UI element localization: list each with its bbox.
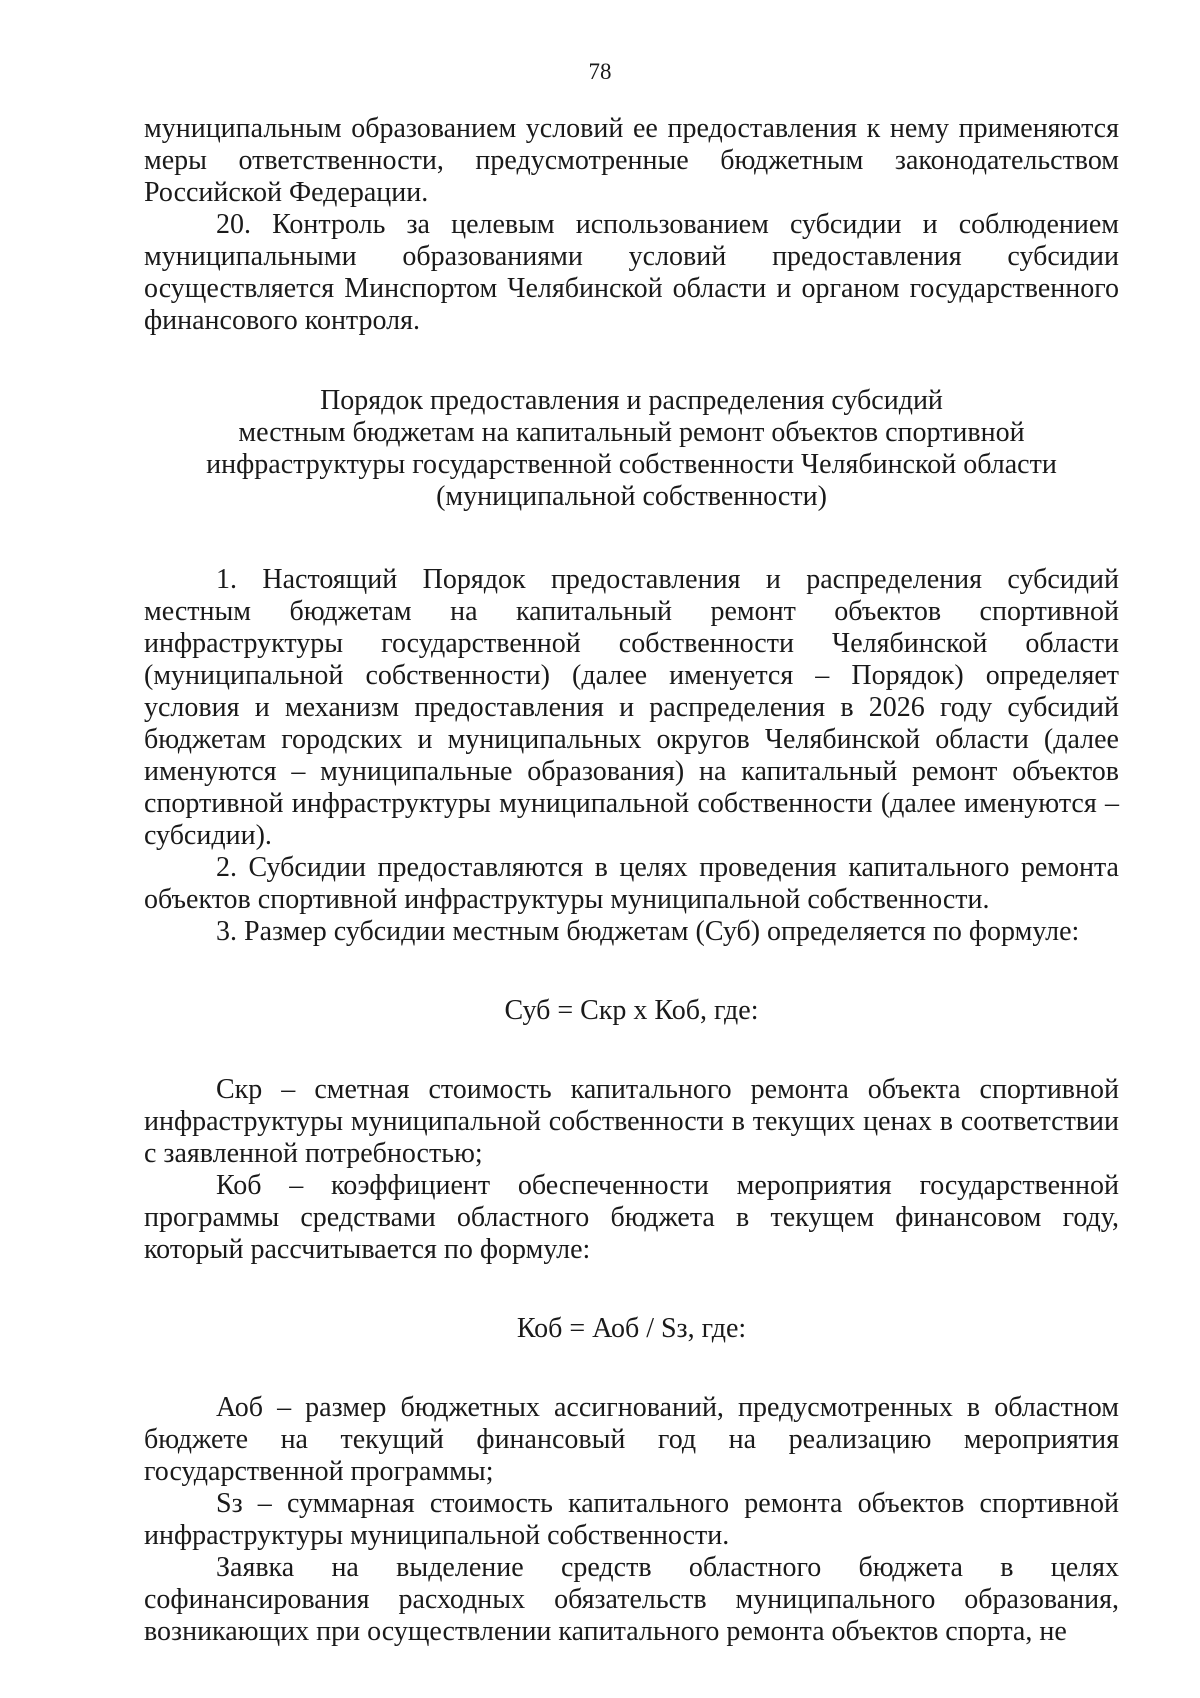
- definition-kob: Коб – коэффициент обеспеченности мероприятия государственной программы средствами областного бюджета в текущем финансовом году, который рассчитывается по формуле:: [144, 1170, 1119, 1265]
- paragraph-continuation: муниципальным образованием условий ее предоставления к нему применяются меры ответственности, предусмотренные бюджетным законодательством Российской Федерации.: [144, 113, 1119, 208]
- heading-line: (муниципальной собственности): [436, 481, 827, 512]
- paragraph-application: Заявка на выделение средств областного бюджета в целях софинансирования расходных обязательств муниципального образования, возникающих при осуществлении капитального ремонта объектов спорта, не: [144, 1552, 1119, 1647]
- formula-subsidy: Суб = Скр х Коб, где:: [504, 995, 759, 1026]
- definition-sz: Sз – суммарная стоимость капитального ремонта объектов спортивной инфраструктуры муниципальной собственности.: [144, 1488, 1119, 1551]
- page-number: 78: [588, 59, 612, 84]
- heading-line: местным бюджетам на капитальный ремонт объектов спортивной: [238, 417, 1025, 448]
- definition-aob: Аоб – размер бюджетных ассигнований, предусмотренных в областном бюджете на текущий финансовый год на реализацию мероприятия государственной программы;: [144, 1392, 1119, 1487]
- definition-skr: Скр – сметная стоимость капитального ремонта объекта спортивной инфраструктуры муниципальной собственности в текущих ценах в соответствии с заявленной потребностью;: [144, 1074, 1119, 1169]
- paragraph-2: 2. Субсидии предоставляются в целях проведения капитального ремонта объектов спортивной инфраструктуры муниципальной собственности.: [144, 852, 1119, 915]
- heading-line: инфраструктуры государственной собственности Челябинской области: [206, 449, 1057, 480]
- paragraph-20: 20. Контроль за целевым использованием субсидии и соблюдением муниципальными образованиями условий предоставления субсидии осуществляется Минспортом Челябинской области и органом государственного финансового контроля.: [144, 209, 1119, 336]
- paragraph-3: 3. Размер субсидии местным бюджетам (Суб) определяется по формуле:: [216, 916, 1080, 947]
- document-body: [144, 113, 1119, 1648]
- section-heading: [144, 385, 1119, 513]
- paragraph-1: 1. Настоящий Порядок предоставления и распределения субсидий местным бюджетам на капитальный ремонт объектов спортивной инфраструктуры государственной собственности Челябинской области (муниципальной собственности) (далее именуется – Порядок) определяет условия и механизм предоставления и распределения в 2026 году субсидий бюджетам городских и муниципальных округов Челябинской области (далее именуются – муниципальные образования) на капитальный ремонт объектов спортивной инфраструктуры муниципальной собственности (далее именуются – субсидии).: [144, 564, 1119, 851]
- formula-coefficient: Коб = Аоб / Sз, где:: [516, 1313, 747, 1344]
- heading-line: Порядок предоставления и распределения субсидий: [320, 385, 943, 416]
